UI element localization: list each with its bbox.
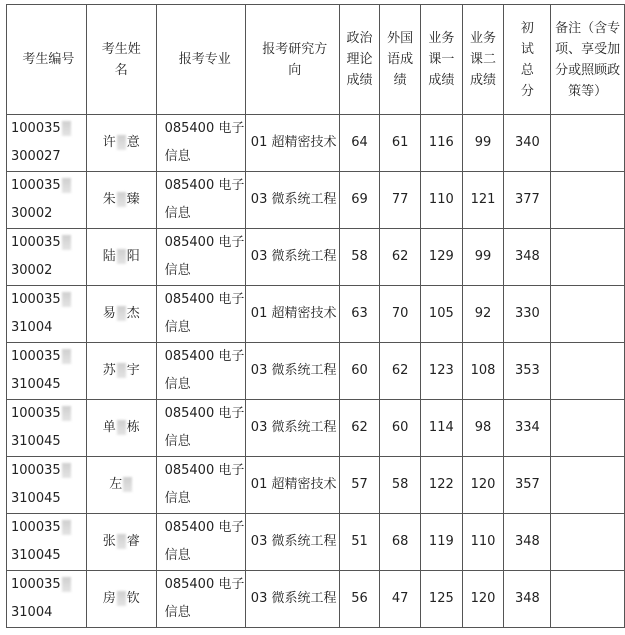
cell-foreign — [380, 571, 421, 628]
redaction-mask — [62, 406, 71, 421]
field-total: 348 — [514, 591, 540, 606]
field-foreign: 62 — [391, 249, 409, 264]
field-foreign: 47 — [391, 591, 409, 606]
cell-name — [86, 457, 156, 514]
cell-major — [156, 115, 245, 172]
table-row — [7, 172, 625, 229]
table-row — [7, 400, 625, 457]
field-name-b: 睿 — [126, 534, 140, 549]
cell-course1 — [420, 571, 462, 628]
field-course2: 110 — [470, 534, 496, 549]
field-course1: 122 — [428, 477, 454, 492]
cell-name — [86, 514, 156, 571]
field-id-b: 310045 — [11, 491, 61, 506]
table-header-row — [7, 5, 625, 115]
field-total: 348 — [514, 534, 540, 549]
cell-foreign — [380, 457, 421, 514]
field-name-b: 杰 — [126, 306, 140, 321]
field-id-b: 310045 — [11, 548, 61, 563]
field-total: 340 — [514, 135, 540, 150]
field-total: 357 — [514, 477, 540, 492]
table-row — [7, 115, 625, 172]
cell-total — [504, 343, 551, 400]
field-politics: 69 — [351, 192, 368, 207]
cell-note — [551, 286, 625, 343]
cell-course1 — [420, 229, 462, 286]
redaction-mask — [62, 121, 71, 136]
cell-major — [156, 514, 245, 571]
field-direction: 03 微系统工程 — [250, 249, 337, 264]
field-course2: 99 — [474, 135, 492, 150]
field-direction: 03 微系统工程 — [250, 192, 337, 207]
redaction-mask — [117, 363, 126, 378]
header-foreign: 外国语成绩 — [380, 5, 421, 115]
field-total: 377 — [514, 192, 540, 207]
field-name-a: 朱 — [102, 192, 116, 207]
field-name-b: 钦 — [126, 591, 140, 606]
cell-name — [86, 343, 156, 400]
field-politics: 60 — [351, 363, 368, 378]
table-row — [7, 286, 625, 343]
cell-major — [156, 571, 245, 628]
field-course2: 121 — [470, 192, 496, 207]
field-name-a: 陆 — [102, 249, 116, 264]
field-name-a: 单 — [102, 420, 116, 435]
cell-direction — [245, 229, 339, 286]
field-id-a: 100035 — [11, 235, 61, 250]
cell-politics — [339, 457, 380, 514]
field-course1: 125 — [428, 591, 454, 606]
field-course1: 116 — [428, 135, 454, 150]
cell-direction — [245, 172, 339, 229]
field-politics: 56 — [351, 591, 368, 606]
cell-name — [86, 229, 156, 286]
header-course2: 业务课二成绩 — [462, 5, 504, 115]
cell-foreign — [380, 343, 421, 400]
field-name-b: 栋 — [126, 420, 140, 435]
cell-id — [7, 172, 87, 229]
field-foreign: 61 — [391, 135, 409, 150]
field-name-b: 臻 — [126, 192, 140, 207]
cell-course2 — [462, 343, 504, 400]
cell-id — [7, 571, 87, 628]
cell-total — [504, 229, 551, 286]
cell-politics — [339, 115, 380, 172]
field-id-b: 30002 — [11, 206, 53, 221]
field-course1: 105 — [428, 306, 454, 321]
field-foreign: 58 — [391, 477, 409, 492]
cell-major — [156, 286, 245, 343]
redaction-mask — [62, 178, 71, 193]
field-major: 085400 电子信息 — [164, 577, 245, 620]
field-name-a: 许 — [102, 135, 116, 150]
field-direction: 03 微系统工程 — [250, 363, 337, 378]
cell-foreign — [380, 172, 421, 229]
cell-note — [551, 229, 625, 286]
field-major: 085400 电子信息 — [164, 235, 245, 278]
redaction-mask — [62, 349, 71, 364]
field-foreign: 77 — [391, 192, 409, 207]
field-id-a: 100035 — [11, 178, 61, 193]
field-direction: 03 微系统工程 — [250, 420, 337, 435]
field-id-b: 310045 — [11, 434, 61, 449]
field-name-a: 房 — [102, 591, 116, 606]
field-course2: 108 — [470, 363, 496, 378]
cell-course2 — [462, 286, 504, 343]
redaction-mask — [117, 192, 126, 207]
cell-total — [504, 115, 551, 172]
field-course2: 92 — [474, 306, 492, 321]
field-course2: 120 — [470, 591, 496, 606]
field-name-b: 阳 — [126, 249, 140, 264]
field-course2: 120 — [470, 477, 496, 492]
cell-note — [551, 343, 625, 400]
redaction-mask — [117, 249, 126, 264]
cell-name — [86, 172, 156, 229]
field-politics: 57 — [351, 477, 368, 492]
field-direction: 03 微系统工程 — [250, 591, 337, 606]
header-direction: 报考研究方向 — [245, 5, 339, 115]
field-id-a: 100035 — [11, 349, 61, 364]
header-politics: 政治理论成绩 — [339, 5, 380, 115]
cell-note — [551, 514, 625, 571]
field-course2: 98 — [474, 420, 492, 435]
field-politics: 58 — [351, 249, 368, 264]
cell-id — [7, 514, 87, 571]
cell-course1 — [420, 457, 462, 514]
field-major: 085400 电子信息 — [164, 406, 245, 449]
table-row — [7, 229, 625, 286]
redaction-mask — [62, 463, 71, 478]
cell-course2 — [462, 457, 504, 514]
field-major: 085400 电子信息 — [164, 178, 245, 221]
cell-id — [7, 286, 87, 343]
cell-course1 — [420, 286, 462, 343]
cell-name — [86, 286, 156, 343]
cell-course2 — [462, 400, 504, 457]
field-id-a: 100035 — [11, 520, 61, 535]
field-politics: 64 — [351, 135, 368, 150]
field-course1: 114 — [428, 420, 454, 435]
cell-id — [7, 229, 87, 286]
cell-course2 — [462, 115, 504, 172]
cell-direction — [245, 457, 339, 514]
cell-total — [504, 400, 551, 457]
cell-foreign — [380, 400, 421, 457]
field-politics: 62 — [351, 420, 368, 435]
cell-major — [156, 172, 245, 229]
field-foreign: 68 — [391, 534, 409, 549]
cell-course2 — [462, 514, 504, 571]
cell-note — [551, 115, 625, 172]
field-id-b: 31004 — [11, 320, 53, 335]
cell-politics — [339, 514, 380, 571]
header-note: 备注（含专项、享受加分或照顾政策等） — [551, 5, 625, 115]
cell-politics — [339, 229, 380, 286]
field-course1: 129 — [428, 249, 454, 264]
field-major: 085400 电子信息 — [164, 349, 245, 392]
header-course1: 业务课一成绩 — [420, 5, 462, 115]
redaction-mask — [117, 135, 126, 150]
cell-direction — [245, 286, 339, 343]
redaction-mask — [62, 235, 71, 250]
field-major: 085400 电子信息 — [164, 121, 245, 164]
cell-name — [86, 115, 156, 172]
field-id-b: 300027 — [11, 149, 61, 164]
cell-course2 — [462, 571, 504, 628]
field-name-a: 苏 — [102, 363, 116, 378]
field-total: 353 — [514, 363, 540, 378]
cell-foreign — [380, 115, 421, 172]
field-name-a: 易 — [102, 306, 116, 321]
field-id-b: 30002 — [11, 263, 53, 278]
field-foreign: 62 — [391, 363, 409, 378]
field-name-b: 意 — [126, 135, 140, 150]
redaction-mask — [117, 534, 126, 549]
field-name-a: 左 — [109, 477, 123, 492]
cell-total — [504, 286, 551, 343]
header-total: 初试总分 — [504, 5, 551, 115]
cell-direction — [245, 400, 339, 457]
field-direction: 01 超精密技术 — [250, 135, 337, 150]
cell-major — [156, 343, 245, 400]
field-major: 085400 电子信息 — [164, 520, 245, 563]
cell-foreign — [380, 229, 421, 286]
table-row — [7, 343, 625, 400]
field-id-a: 100035 — [11, 292, 61, 307]
field-name-b: 宇 — [126, 363, 140, 378]
field-total: 330 — [514, 306, 540, 321]
cell-course1 — [420, 343, 462, 400]
score-table — [6, 4, 625, 628]
cell-foreign — [380, 286, 421, 343]
cell-course1 — [420, 115, 462, 172]
field-total: 348 — [514, 249, 540, 264]
field-course1: 123 — [428, 363, 454, 378]
cell-note — [551, 457, 625, 514]
header-id: 考生编号 — [7, 5, 87, 115]
cell-major — [156, 457, 245, 514]
redaction-mask — [117, 591, 126, 606]
cell-course1 — [420, 400, 462, 457]
header-major: 报考专业 — [156, 5, 245, 115]
field-id-a: 100035 — [11, 406, 61, 421]
cell-id — [7, 115, 87, 172]
table-row — [7, 571, 625, 628]
cell-direction — [245, 571, 339, 628]
cell-politics — [339, 172, 380, 229]
table-row — [7, 514, 625, 571]
cell-total — [504, 172, 551, 229]
cell-direction — [245, 514, 339, 571]
cell-note — [551, 400, 625, 457]
cell-politics — [339, 400, 380, 457]
field-course1: 119 — [428, 534, 454, 549]
field-direction: 03 微系统工程 — [250, 534, 337, 549]
field-id-b: 310045 — [11, 377, 61, 392]
cell-politics — [339, 343, 380, 400]
score-table-container — [6, 4, 625, 628]
cell-course1 — [420, 514, 462, 571]
cell-note — [551, 571, 625, 628]
field-politics: 51 — [351, 534, 368, 549]
cell-major — [156, 400, 245, 457]
redaction-mask — [123, 477, 132, 492]
cell-id — [7, 400, 87, 457]
cell-note — [551, 172, 625, 229]
cell-direction — [245, 343, 339, 400]
cell-total — [504, 457, 551, 514]
cell-course2 — [462, 229, 504, 286]
cell-id — [7, 343, 87, 400]
redaction-mask — [62, 577, 71, 592]
cell-direction — [245, 115, 339, 172]
cell-id — [7, 457, 87, 514]
cell-major — [156, 229, 245, 286]
field-course2: 99 — [474, 249, 492, 264]
cell-total — [504, 571, 551, 628]
field-course1: 110 — [428, 192, 454, 207]
field-politics: 63 — [351, 306, 368, 321]
field-id-a: 100035 — [11, 121, 61, 136]
redaction-mask — [117, 306, 126, 321]
header-name: 考生姓名 — [86, 5, 156, 115]
field-name-a: 张 — [102, 534, 116, 549]
cell-politics — [339, 286, 380, 343]
cell-course2 — [462, 172, 504, 229]
field-id-a: 100035 — [11, 577, 61, 592]
field-total: 334 — [514, 420, 540, 435]
field-foreign: 70 — [391, 306, 409, 321]
field-direction: 01 超精密技术 — [250, 306, 337, 321]
cell-total — [504, 514, 551, 571]
redaction-mask — [62, 520, 71, 535]
field-foreign: 60 — [391, 420, 409, 435]
cell-politics — [339, 571, 380, 628]
cell-name — [86, 571, 156, 628]
cell-foreign — [380, 514, 421, 571]
table-row — [7, 457, 625, 514]
field-major: 085400 电子信息 — [164, 292, 245, 335]
redaction-mask — [62, 292, 71, 307]
field-major: 085400 电子信息 — [164, 463, 245, 506]
field-id-a: 100035 — [11, 463, 61, 478]
redaction-mask — [117, 420, 126, 435]
field-id-b: 31004 — [11, 605, 53, 620]
field-direction: 01 超精密技术 — [250, 477, 337, 492]
cell-course1 — [420, 172, 462, 229]
cell-name — [86, 400, 156, 457]
